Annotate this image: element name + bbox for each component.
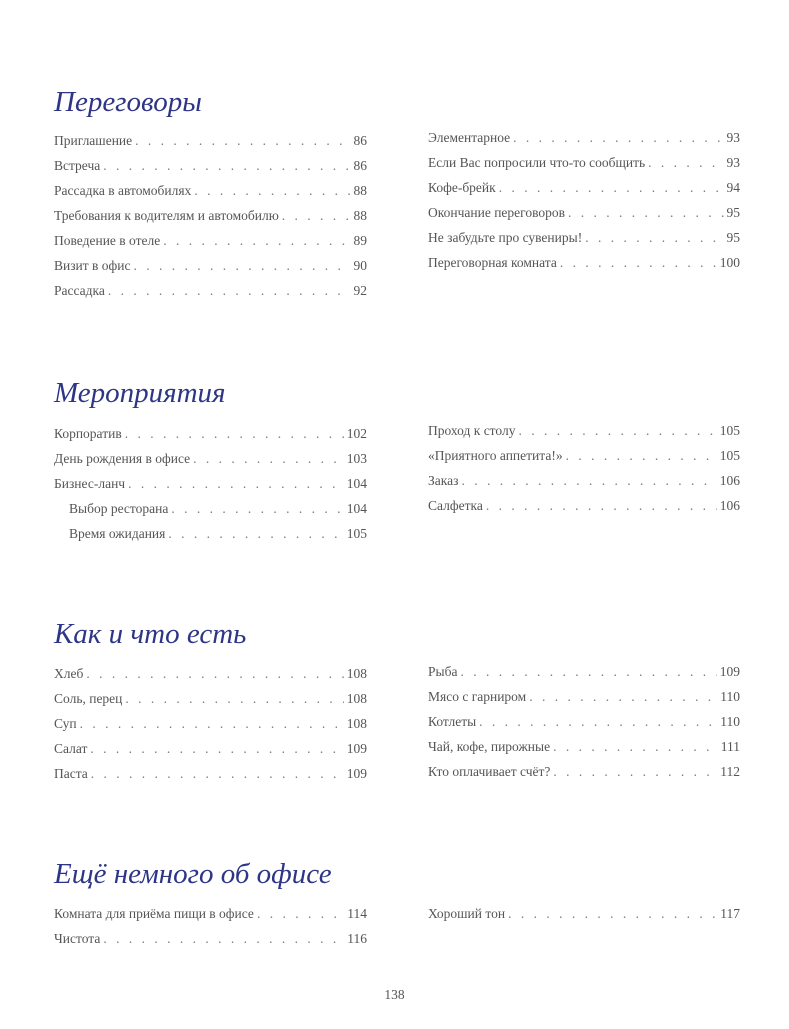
leader-dots [479,709,717,734]
toc-entry-page: 110 [720,714,740,729]
toc-entry-label: Чистота [54,931,101,946]
toc-entry-page: 108 [346,666,367,681]
toc-entry-page: 94 [726,180,740,195]
toc-entry-page: 90 [353,258,367,273]
leader-dots [486,493,717,518]
section-title: Ещё немного об офисе [54,858,332,890]
toc-entry[interactable] [428,443,740,468]
toc-entry[interactable] [54,736,367,761]
toc-entry-page: 114 [347,906,367,921]
toc-entry-page: 95 [726,205,740,220]
toc-entry-label: Чай, кофе, пирожные [428,739,551,754]
leader-dots [134,253,351,278]
leader-dots [168,521,343,546]
toc-entry-page: 88 [353,183,367,198]
toc-entry-page: 86 [353,133,367,148]
leader-dots [513,125,723,150]
toc-entry[interactable] [54,128,367,153]
toc-entry-page: 106 [719,473,740,488]
toc-entry-label: Рассадка [54,283,105,298]
toc-entry-label: Проход к столу [428,423,516,438]
toc-column-left [54,661,367,786]
toc-entry-label: Встреча [54,158,101,173]
leader-dots [86,661,343,686]
toc-entry[interactable] [428,250,740,275]
leader-dots [103,153,350,178]
toc-entry-label: Рассадка в автомобилях [54,183,192,198]
leader-dots [461,468,716,493]
toc-entry-page: 110 [720,689,740,704]
toc-entry[interactable] [428,150,740,175]
toc-entry-label: Котлеты [428,714,477,729]
toc-entry-page: 102 [346,426,367,441]
toc-column-right [428,659,740,784]
toc-entry[interactable] [428,125,740,150]
toc-entry-page: 92 [353,283,367,298]
toc-entry-label: Салат [54,741,88,756]
toc-entry-label: Хороший тон [428,906,506,921]
toc-entry-label: «Приятного аппетита!» [428,448,563,463]
toc-entry-page: 93 [726,155,740,170]
toc-entry-page: 117 [720,906,740,921]
toc-column-right [428,901,740,926]
toc-entry-label: Рыба [428,664,458,679]
page-number: 138 [384,987,405,1002]
toc-entry[interactable] [428,759,740,784]
toc-entry[interactable] [428,734,740,759]
toc-entry-page: 105 [719,423,740,438]
leader-dots [518,418,716,443]
leader-dots [566,443,717,468]
toc-entry[interactable] [54,711,367,736]
toc-entry-page: 108 [346,691,367,706]
toc-entry-label: Окончание переговоров [428,205,566,220]
toc-entry-label: Визит в офис [54,258,131,273]
toc-entry-page: 104 [346,476,367,491]
leader-dots [194,178,350,203]
leader-dots [90,736,343,761]
toc-entry[interactable] [54,761,367,786]
toc-entry-page: 112 [720,764,740,779]
toc-entry[interactable] [54,278,367,303]
section-title: Как и что есть [54,618,247,650]
toc-entry[interactable] [428,659,740,684]
leader-dots [508,901,717,926]
toc-entry-label: Бизнес-ланч [54,476,126,491]
leader-dots [80,711,344,736]
toc-entry-label: Мясо с гарниром [428,689,527,704]
toc-entry[interactable] [428,418,740,443]
leader-dots [460,659,716,684]
toc-entry-label: Корпоратив [54,426,122,441]
toc-entry-page: 95 [726,230,740,245]
toc-entry-page: 93 [726,130,740,145]
toc-entry-page: 89 [353,233,367,248]
toc-entry-label: Паста [54,766,88,781]
toc-entry-label: Салфетка [428,498,483,513]
toc-entry[interactable] [428,468,740,493]
toc-entry[interactable] [54,228,367,253]
leader-dots [193,446,344,471]
section-title: Мероприятия [54,377,226,409]
leader-dots [91,761,344,786]
toc-entry[interactable] [54,496,367,521]
toc-entry[interactable] [428,493,740,518]
toc-entry-page: 86 [353,158,367,173]
toc-entry[interactable] [428,709,740,734]
toc-entry-page: 100 [719,255,740,270]
toc-entry-page: 105 [346,526,367,541]
toc-entry[interactable] [54,926,367,951]
toc-column-right [428,125,740,275]
toc-entry-page: 116 [347,931,367,946]
toc-column-left [54,421,367,546]
toc-entry-label: День рождения в офисе [54,451,191,466]
toc-entry-label: Кофе-брейк [428,180,496,195]
toc-entry[interactable] [428,200,740,225]
toc-entry-label: Время ожидания [69,526,166,541]
leader-dots [257,901,344,926]
toc-entry-page: 111 [720,739,740,754]
toc-entry-label: Приглашение [54,133,133,148]
leader-dots [499,175,724,200]
toc-entry-label: Элементарное [428,130,511,145]
leader-dots [171,496,343,521]
leader-dots [125,421,344,446]
toc-entry[interactable] [54,421,367,446]
toc-column-left [54,901,367,951]
toc-entry-label: Суп [54,716,77,731]
leader-dots [568,200,723,225]
toc-entry[interactable] [54,901,367,926]
toc-entry[interactable] [54,446,367,471]
toc-entry-label: Переговорная комната [428,255,557,270]
section-title: Переговоры [54,86,202,118]
leader-dots [648,150,723,175]
toc-entry-label: Не забудьте про сувениры! [428,230,583,245]
toc-entry-page: 109 [346,741,367,756]
toc-entry-page: 109 [719,664,740,679]
toc-entry-label: Если Вас попросили что-то сообщить [428,155,646,170]
toc-entry-label: Кто оплачивает счёт? [428,764,551,779]
toc-entry[interactable] [428,175,740,200]
toc-entry[interactable] [54,661,367,686]
toc-entry[interactable] [54,521,367,546]
toc-entry[interactable] [54,153,367,178]
toc-entry[interactable] [428,901,740,926]
leader-dots [553,759,717,784]
toc-entry-page: 105 [719,448,740,463]
toc-column-left [54,128,367,303]
toc-entry-page: 108 [346,716,367,731]
toc-entry[interactable] [428,225,740,250]
toc-entry-page: 109 [346,766,367,781]
toc-entry-label: Поведение в отеле [54,233,161,248]
toc-column-right [428,418,740,518]
toc-entry-page: 104 [346,501,367,516]
toc-entry-page: 88 [353,208,367,223]
toc-entry-label: Комната для приёма пищи в офисе [54,906,254,921]
leader-dots [128,471,344,496]
toc-entry[interactable] [428,684,740,709]
leader-dots [135,128,350,153]
toc-entry[interactable] [54,178,367,203]
toc-entry-label: Требования к водителям и автомобилю [54,208,279,223]
leader-dots [108,278,351,303]
leader-dots [529,684,717,709]
toc-entry-page: 106 [719,498,740,513]
leader-dots [125,686,343,711]
toc-entry[interactable] [54,203,367,228]
toc-entry-label: Выбор ресторана [69,501,169,516]
leader-dots [560,250,717,275]
leader-dots [103,926,344,951]
toc-entry-label: Соль, перец [54,691,123,706]
toc-entry[interactable] [54,253,367,278]
toc-entry[interactable] [54,686,367,711]
toc-entry-page: 103 [346,451,367,466]
toc-entry-label: Заказ [428,473,459,488]
toc-entry[interactable] [54,471,367,496]
leader-dots [163,228,350,253]
leader-dots [282,203,351,228]
leader-dots [553,734,718,759]
toc-entry-label: Хлеб [54,666,84,681]
leader-dots [585,225,723,250]
